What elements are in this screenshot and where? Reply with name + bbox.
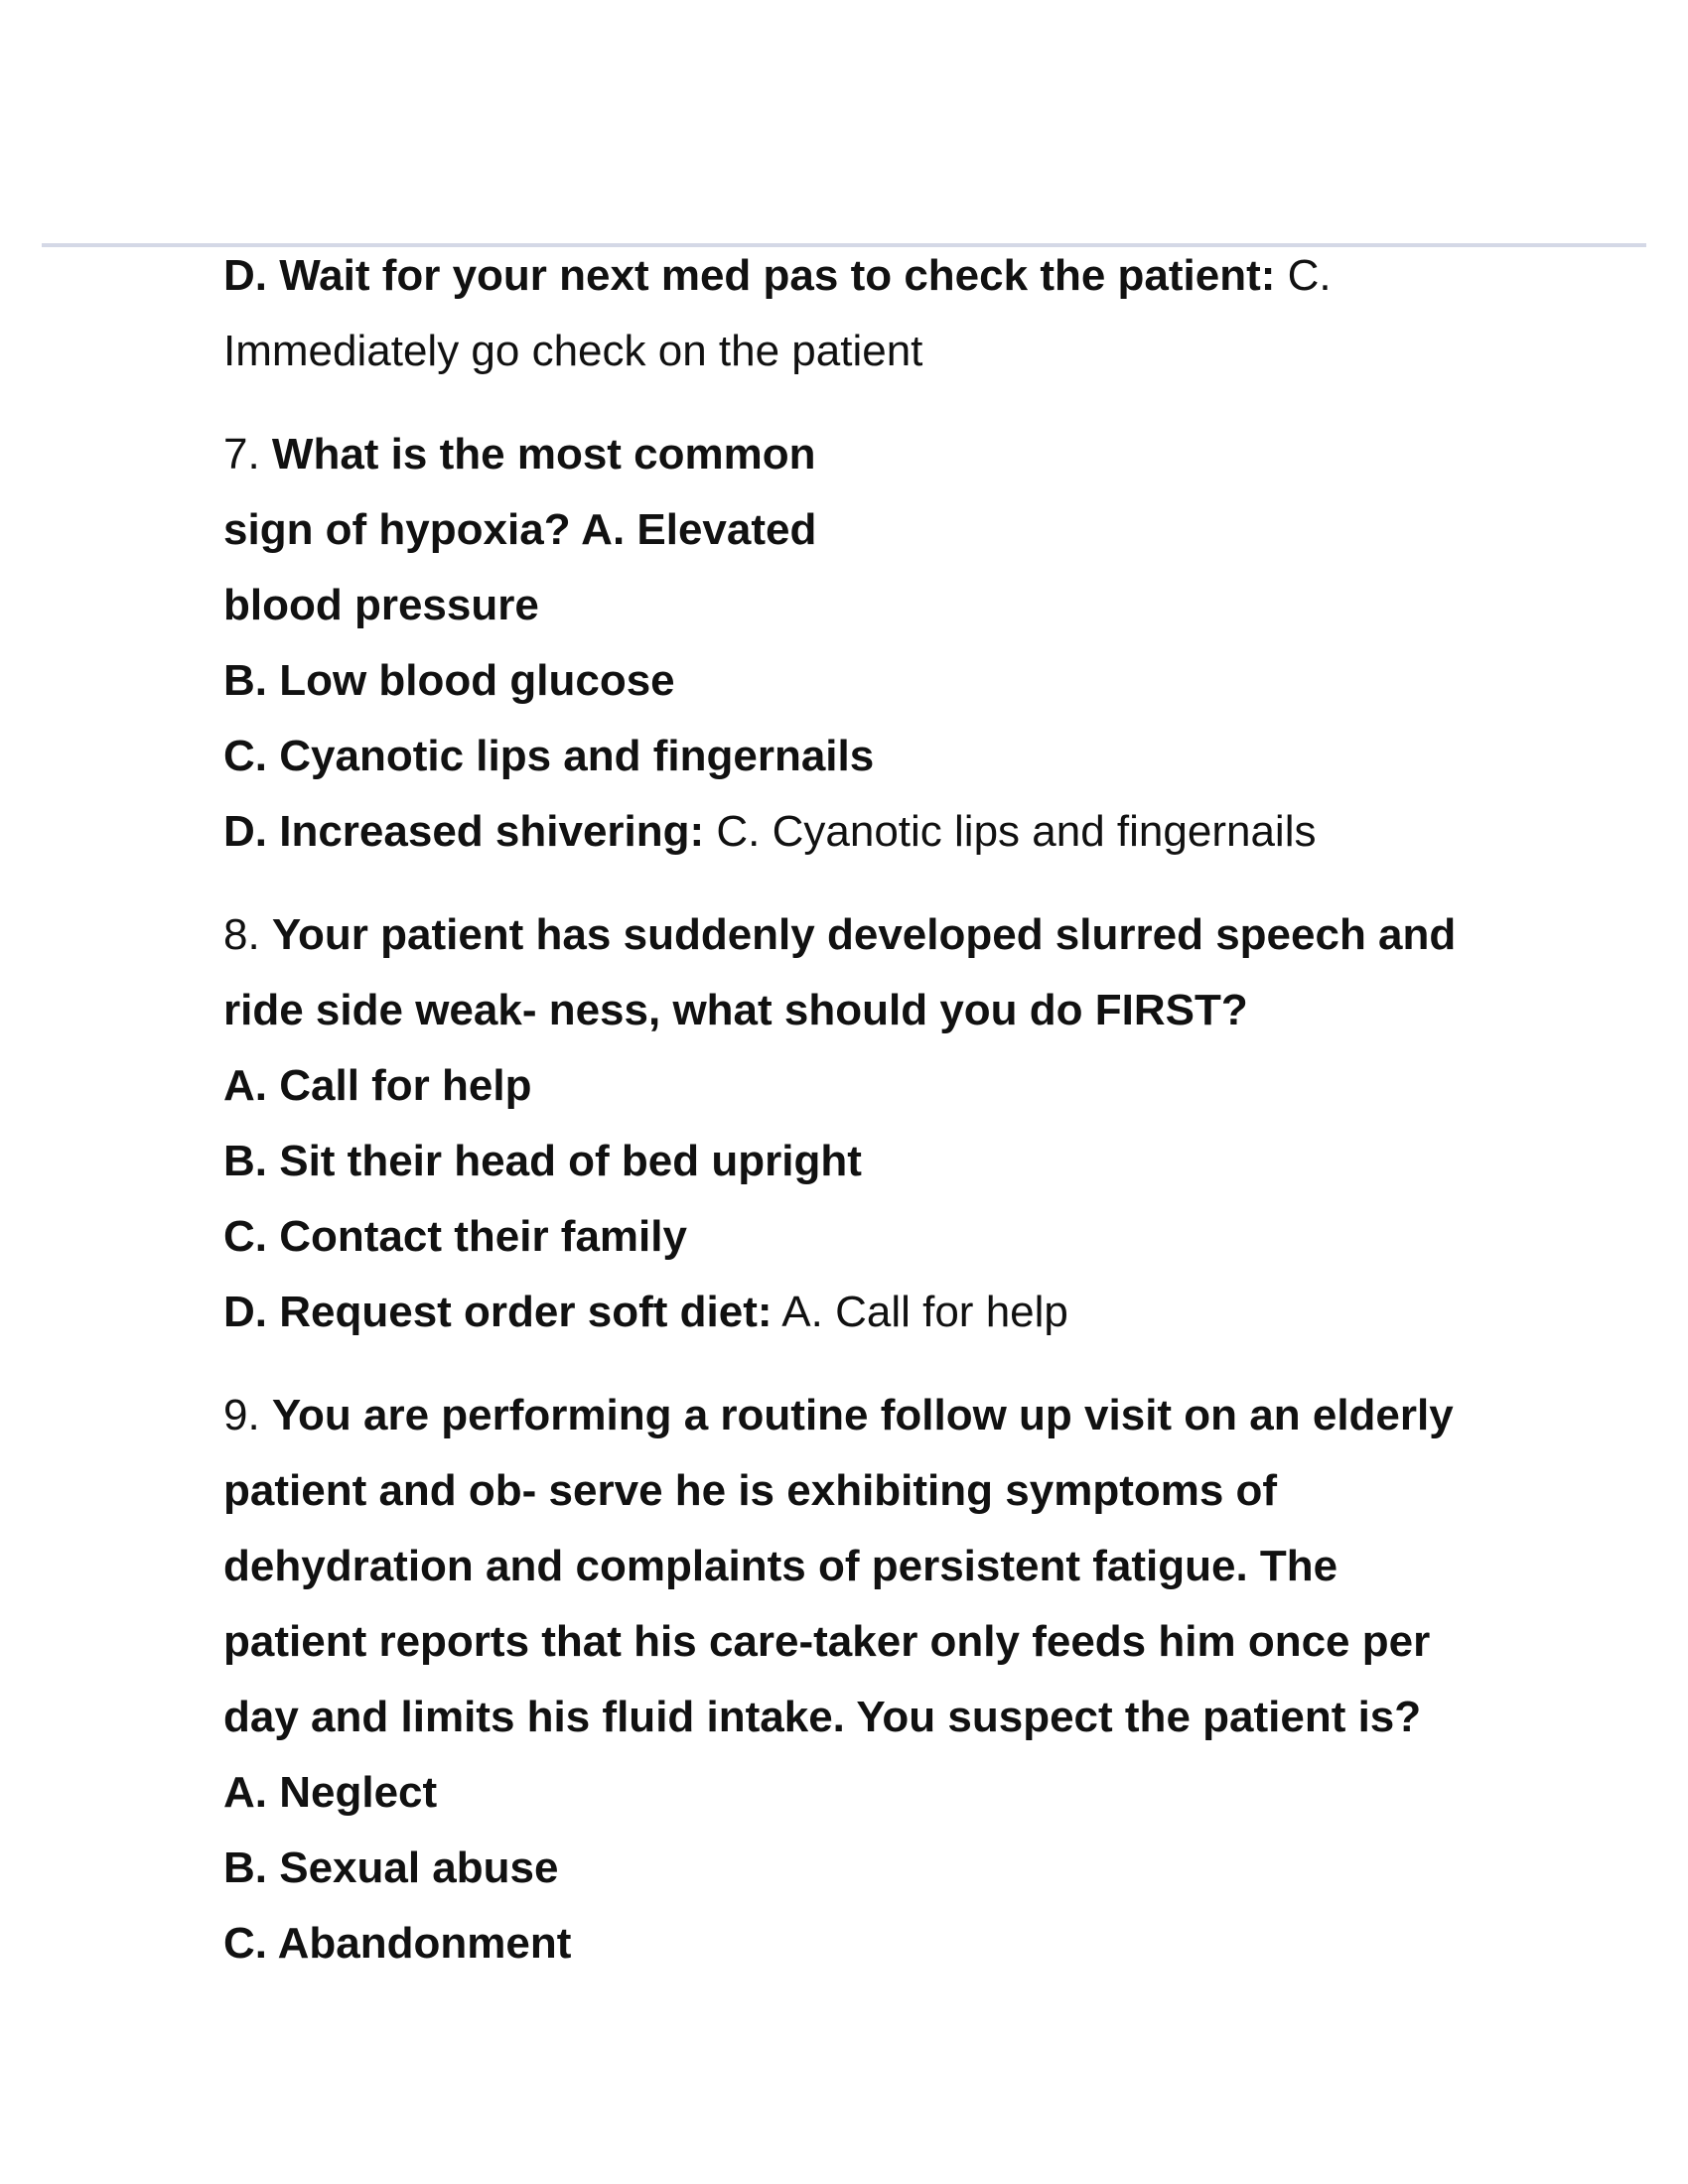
q7-line-3: blood pressure [223,581,539,629]
q6-answer-cont: Immediately go check on the patient [223,327,923,375]
q9-number: 9. [223,1391,272,1439]
q7-option-d-text: D. Increased shivering: [223,807,705,856]
q7-option-b: B. Low blood glucose [223,656,675,705]
q9-line-3: dehydration and complaints of persistent fatigue. The [223,1542,1338,1590]
q8-option-b: B. Sit their head of bed upright [223,1137,862,1185]
q9-line-1 [223,1378,1514,1453]
q7-number: 7. [223,430,272,478]
q7-question-1: What is the most common [271,430,816,478]
q7-answer: C. Cyanotic lips and fingernails [704,807,1317,856]
q7-option-c: C. Cyanotic lips and fingernails [223,732,875,780]
q9-question-1: You are performing a routine follow up visit on an elderly [271,1391,1454,1439]
q8-option-d-text: D. Request order soft diet: [223,1288,773,1336]
q7-line-1 [223,417,1514,492]
document-body [223,238,1514,1981]
q8-line-1 [223,897,1514,973]
q6-answer-start: C. [1275,251,1332,300]
q7-line-2: sign of hypoxia? A. Elevated [223,505,817,554]
q8-line-2: ride side weak- ness, what should you do FIRST? [223,986,1248,1034]
q9-line-4: patient reports that his care-taker only feeds him once per [223,1617,1431,1666]
q9-line-5: day and limits his fluid intake. You suspect the patient is? [223,1693,1422,1741]
q9-line-2: patient and ob- serve he is exhibiting symptoms of [223,1466,1278,1515]
q6-option-d-text: D. Wait for your next med pas to check the patient: [223,251,1276,300]
q6-option-d [223,238,1514,314]
q8-option-d [223,1275,1514,1350]
q9-option-b: B. Sexual abuse [223,1843,559,1892]
q8-number: 8. [223,910,272,959]
q6-answer-line [223,314,1514,389]
q9-option-c: C. Abandonment [223,1919,572,1968]
q9-option-a: A. Neglect [223,1768,438,1817]
q7-option-d [223,794,1514,870]
q8-question-1: Your patient has suddenly developed slurred speech and [271,910,1457,959]
q8-option-c: C. Contact their family [223,1212,687,1261]
q8-answer: A. Call for help [772,1288,1068,1336]
q8-option-a: A. Call for help [223,1061,532,1110]
